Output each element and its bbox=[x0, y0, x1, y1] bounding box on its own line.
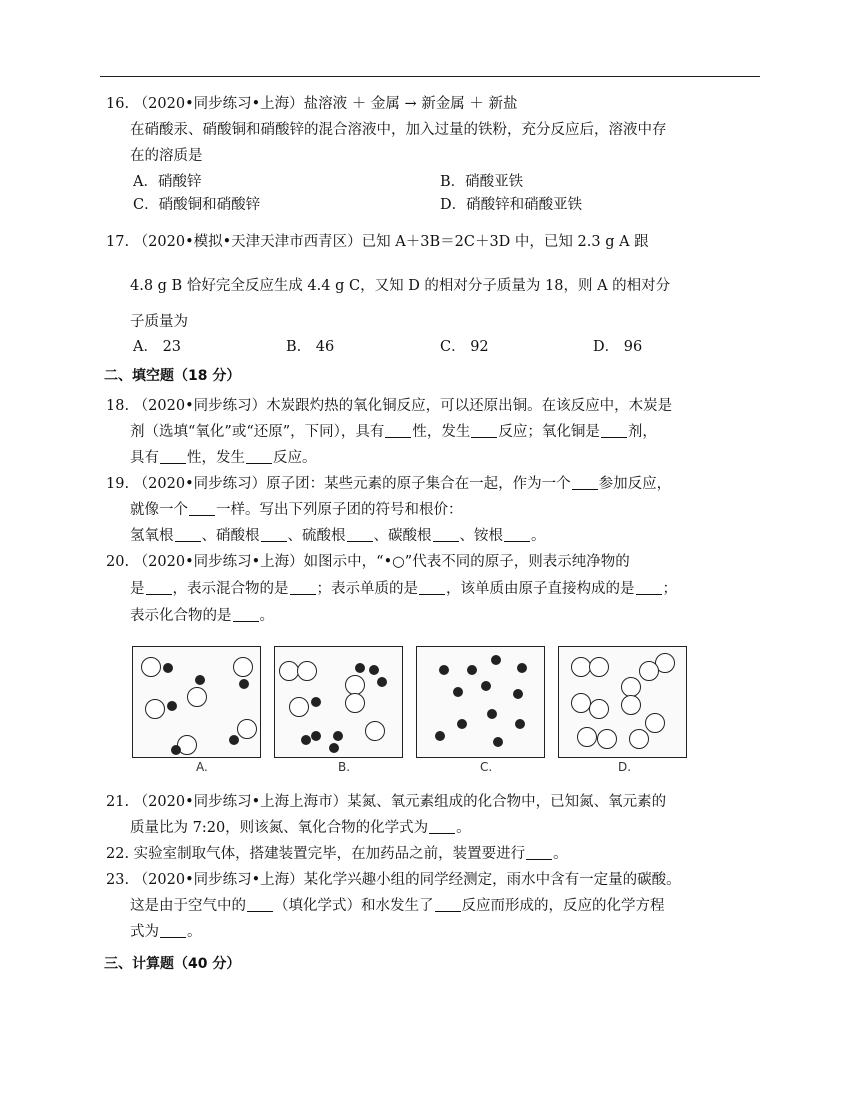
q20-line-3 bbox=[130, 606, 274, 626]
q22-text: 22. 实验室制取气体，搭建装置完毕，在加药品之前，装置要进行 bbox=[106, 846, 526, 862]
answer-blank[interactable] bbox=[175, 527, 201, 542]
small-atom bbox=[329, 743, 339, 753]
small-atom bbox=[515, 719, 525, 729]
small-atom bbox=[163, 663, 173, 673]
small-atom bbox=[377, 677, 387, 687]
small-atom bbox=[467, 665, 477, 675]
large-atom bbox=[141, 657, 161, 677]
q16-option-d[interactable]: D．硝酸锌和硝酸亚铁 bbox=[440, 197, 583, 213]
q16-text: 在硝酸汞、硝酸铜和硝酸锌的混合溶液中，加入过量的铁粉，充分反应后，溶液中存 bbox=[130, 122, 667, 138]
diagram-label-c: C. bbox=[480, 760, 493, 774]
answer-blank[interactable] bbox=[429, 819, 455, 834]
q19-text: 、硫酸根 bbox=[287, 528, 346, 544]
q20-text: 。 bbox=[259, 608, 274, 624]
q20-text: ，表示混合物的是 bbox=[172, 581, 289, 597]
q23-text: （填化学式）和水发生了 bbox=[274, 898, 434, 914]
q19-text: 氢氧根 bbox=[130, 528, 174, 544]
large-atom bbox=[289, 697, 309, 717]
small-atom bbox=[229, 735, 239, 745]
small-atom bbox=[439, 665, 449, 675]
small-atom bbox=[311, 731, 321, 741]
q21-stem: 21. （2020•同步练习•上海上海市）某氮、氧元素组成的化合物中，已知氮、氧元素的 bbox=[106, 794, 667, 810]
large-atom bbox=[279, 661, 299, 681]
q23-stem: 23. （2020•同步练习•上海）某化学兴趣小组的同学经测定，雨水中含有一定量的碳酸。 bbox=[106, 872, 681, 888]
q20-stem: 20. （2020•同步练习•上海）如图示中，“•○”代表不同的原子，则表示纯净物的 bbox=[106, 554, 630, 570]
section-calc-heading: 三、计算题（40 分） bbox=[104, 956, 241, 972]
answer-blank[interactable] bbox=[601, 423, 627, 438]
q16-option-c[interactable]: C．硝酸铜和硝酸锌 bbox=[133, 197, 261, 213]
small-atom bbox=[171, 745, 181, 755]
q17-stem: 17. （2020•模拟•天津天津市西青区）已知 A＋3B＝2C＋3D 中，已知 2.3 g A 跟 bbox=[106, 234, 649, 250]
q22-text: 。 bbox=[553, 846, 568, 862]
answer-blank[interactable] bbox=[385, 423, 411, 438]
answer-blank[interactable] bbox=[526, 845, 552, 860]
q18-text: 具有 bbox=[130, 450, 159, 466]
q23-text: 反应而形成的，反应的化学方程 bbox=[461, 898, 665, 914]
small-atom bbox=[369, 665, 379, 675]
q18-line-2 bbox=[130, 422, 657, 442]
q19-line-3 bbox=[130, 526, 546, 546]
large-atom bbox=[571, 693, 591, 713]
q20-text: 表示化合物的是 bbox=[130, 608, 232, 624]
answer-blank[interactable] bbox=[146, 580, 172, 595]
q18-stem: 18. （2020•同步练习）木炭跟灼热的氧化铜反应，可以还原出铜。在该反应中，木炭是 bbox=[106, 398, 673, 414]
small-atom bbox=[457, 719, 467, 729]
q19-text: 参加反应， bbox=[598, 476, 672, 492]
q20-line-2 bbox=[130, 579, 677, 599]
diagram-label-b: B. bbox=[338, 760, 351, 774]
answer-blank[interactable] bbox=[246, 449, 272, 464]
answer-blank[interactable] bbox=[189, 501, 215, 516]
large-atom bbox=[629, 729, 649, 749]
large-atom bbox=[621, 677, 641, 697]
q18-line-3 bbox=[130, 448, 317, 468]
large-atom bbox=[345, 675, 365, 695]
q17-option-b[interactable]: B． 46 bbox=[286, 339, 335, 355]
small-atom bbox=[487, 709, 497, 719]
q18-text: 剂（选填“氧化”或“还原”，下同），具有 bbox=[130, 424, 385, 440]
answer-blank[interactable] bbox=[504, 527, 530, 542]
q18-text: 反应；氧化铜是 bbox=[498, 424, 600, 440]
q21-text: 。 bbox=[456, 820, 471, 836]
large-atom bbox=[597, 729, 617, 749]
q20-text: ；表示单质的是 bbox=[316, 581, 418, 597]
diagram-box-d[interactable] bbox=[558, 646, 687, 758]
large-atom bbox=[345, 693, 365, 713]
q19-line-1 bbox=[106, 474, 671, 494]
q16-text-2: 在的溶质是 bbox=[130, 148, 203, 164]
header-rule bbox=[100, 76, 760, 77]
large-atom bbox=[577, 727, 597, 747]
answer-blank[interactable] bbox=[160, 449, 186, 464]
q19-text: 、硝酸根 bbox=[201, 528, 260, 544]
small-atom bbox=[513, 689, 523, 699]
answer-blank[interactable] bbox=[419, 580, 445, 595]
diagram-box-a[interactable] bbox=[132, 646, 261, 758]
q19-text: 、碳酸根 bbox=[373, 528, 432, 544]
q23-text: 式为 bbox=[130, 924, 159, 940]
small-atom bbox=[301, 735, 311, 745]
large-atom bbox=[297, 661, 317, 681]
q17-text-2: 子质量为 bbox=[130, 314, 188, 330]
q19-text: 、铵根 bbox=[459, 528, 503, 544]
q17-option-d[interactable]: D． 96 bbox=[593, 339, 643, 355]
q23-text: 。 bbox=[187, 924, 202, 940]
q17-text: 4.8 g B 恰好完全反应生成 4.4 g C，又知 D 的相对分子质量为 18，则 A 的相对分 bbox=[130, 278, 671, 294]
answer-blank[interactable] bbox=[347, 527, 373, 542]
diagram-label-d: D. bbox=[618, 760, 632, 774]
q19-line-2 bbox=[130, 500, 463, 520]
q16-option-a[interactable]: A．硝酸锌 bbox=[133, 174, 202, 190]
q23-text: 这是由于空气中的 bbox=[130, 898, 246, 914]
small-atom bbox=[311, 697, 321, 707]
large-atom bbox=[589, 699, 609, 719]
answer-blank[interactable] bbox=[433, 527, 459, 542]
large-atom bbox=[589, 657, 609, 677]
small-atom bbox=[517, 663, 527, 673]
q18-text: 剂， bbox=[627, 424, 657, 440]
q23-line-2 bbox=[130, 896, 665, 916]
small-atom bbox=[239, 679, 249, 689]
q20-text: ，该单质由原子直接构成的是 bbox=[446, 581, 635, 597]
small-atom bbox=[493, 737, 503, 747]
answer-blank[interactable] bbox=[471, 423, 497, 438]
small-atom bbox=[453, 687, 463, 697]
q21-line-2 bbox=[130, 818, 471, 838]
q20-text: ； bbox=[662, 581, 677, 597]
q23-line-3 bbox=[130, 922, 202, 942]
q19-text: 19. （2020•同步练习）原子团：某些元素的原子集合在一起，作为一个 bbox=[106, 476, 571, 492]
small-atom bbox=[435, 731, 445, 741]
answer-blank[interactable] bbox=[160, 923, 186, 938]
q20-text: 是 bbox=[130, 581, 145, 597]
q19-text: 一样。写出下列原子团的符号和根价： bbox=[216, 502, 463, 518]
q18-text: 性，发生 bbox=[187, 450, 245, 466]
q17-option-c[interactable]: C． 92 bbox=[440, 339, 489, 355]
answer-blank[interactable] bbox=[261, 527, 287, 542]
large-atom bbox=[365, 721, 385, 741]
diagram-box-b[interactable] bbox=[274, 646, 403, 758]
q18-text: 反应。 bbox=[273, 450, 317, 466]
small-atom bbox=[491, 655, 501, 665]
q19-text: 就像一个 bbox=[130, 502, 188, 518]
large-atom bbox=[187, 687, 207, 707]
q19-text: 。 bbox=[531, 528, 546, 544]
diagram-box-c[interactable] bbox=[416, 646, 545, 758]
q16-option-b[interactable]: B．硝酸亚铁 bbox=[440, 174, 524, 190]
small-atom bbox=[481, 681, 491, 691]
large-atom bbox=[233, 657, 253, 677]
section-fill-in-heading: 二、填空题（18 分） bbox=[104, 368, 241, 384]
small-atom bbox=[195, 675, 205, 685]
answer-blank[interactable] bbox=[636, 580, 662, 595]
answer-blank[interactable] bbox=[233, 607, 259, 622]
large-atom bbox=[621, 695, 641, 715]
q21-text: 质量比为 7:20，则该氮、氧化合物的化学式为 bbox=[130, 820, 429, 836]
large-atom bbox=[145, 699, 165, 719]
answer-blank[interactable] bbox=[572, 475, 598, 490]
small-atom bbox=[355, 663, 365, 673]
small-atom bbox=[167, 701, 177, 711]
q18-text: 性，发生 bbox=[412, 424, 471, 440]
answer-blank[interactable] bbox=[290, 580, 316, 595]
q22-line bbox=[106, 844, 568, 864]
answer-blank[interactable] bbox=[435, 897, 461, 912]
large-atom bbox=[645, 713, 665, 733]
q16-stem: 16. （2020•同步练习•上海）盐溶液 ＋ 金属 → 新金属 ＋ 新盐 bbox=[106, 96, 518, 112]
atom-diagram-figure bbox=[126, 640, 700, 780]
large-atom bbox=[571, 657, 591, 677]
large-atom bbox=[639, 661, 659, 681]
q17-option-a[interactable]: A． 23 bbox=[133, 339, 182, 355]
diagram-label-a: A. bbox=[196, 760, 208, 774]
small-atom bbox=[333, 731, 343, 741]
answer-blank[interactable] bbox=[247, 897, 273, 912]
large-atom bbox=[237, 719, 257, 739]
